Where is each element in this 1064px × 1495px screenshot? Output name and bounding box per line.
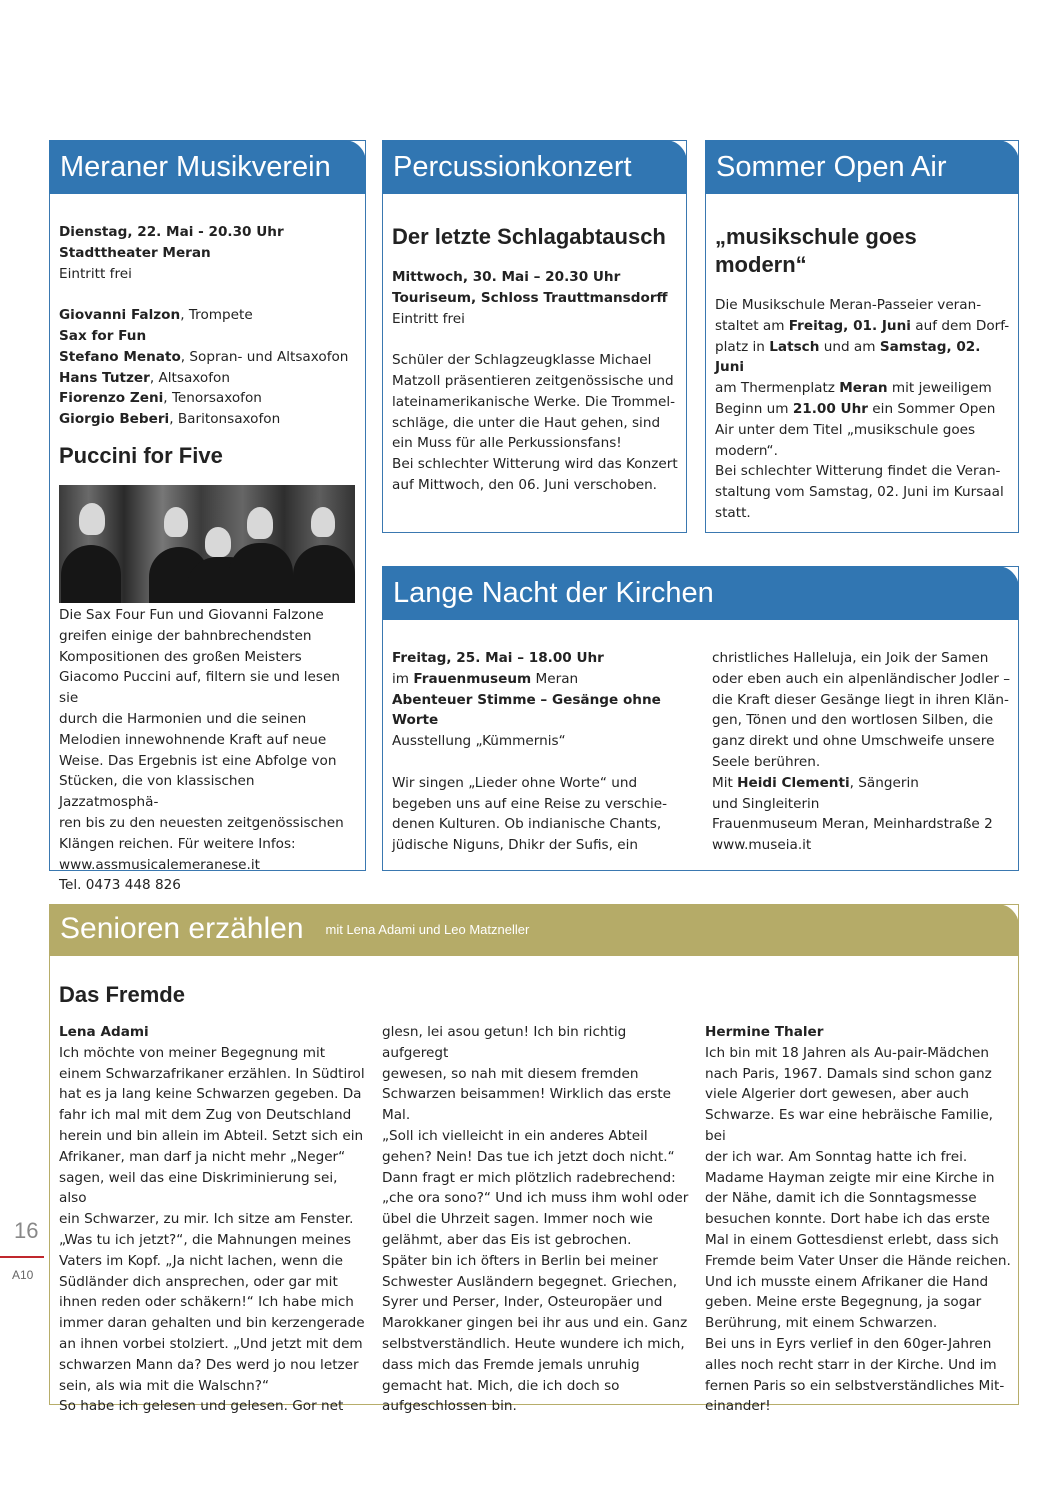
performer: Stefano Menato, Sopran- und Altsaxofon bbox=[59, 348, 349, 365]
text-line: Schwarzen beisammen! Wirklich das erste bbox=[382, 1086, 672, 1103]
text-line: Südländer dich ansprechen, oder gar mit bbox=[59, 1273, 338, 1290]
text-line: Wir singen „Lieder ohne Worte“ und bbox=[392, 774, 638, 791]
senioren-box bbox=[49, 904, 1019, 1415]
senioren-subtitle: mit Lena Adami und Leo Matzneller bbox=[325, 922, 530, 938]
text-line: begeben uns auf eine Reise zu verschie- bbox=[392, 795, 668, 812]
text-line: Tel. 0473 448 826 bbox=[59, 877, 181, 894]
musikverein-entry: Eintritt frei bbox=[59, 265, 132, 282]
col3-author: Hermine Thaler bbox=[705, 1024, 824, 1040]
text-line: alles noch recht starr in der Kirche. Und im bbox=[705, 1356, 997, 1373]
text-line: Bei schlechter Witterung wird das Konzert bbox=[392, 456, 678, 473]
text-line: lateinamerikanische Werke. Die Trommel- bbox=[392, 393, 676, 410]
senioren-heading: Das Fremde bbox=[59, 982, 185, 1007]
text-line: Ich bin mit 18 Jahren als Au-pair-Mädchen bbox=[705, 1044, 990, 1061]
text-line: Bei uns in Eyrs verlief in den 60ger-Jahren bbox=[705, 1335, 992, 1352]
text-line: ren bis zu den neuesten zeitgenössischen bbox=[59, 814, 344, 831]
text-line: herein und bin allein im Abteil. Setzt sich ein bbox=[59, 1127, 364, 1144]
band-photo bbox=[59, 485, 355, 603]
text-line: Fremde beim Vater Unser die Hände reichen. bbox=[705, 1252, 1011, 1269]
text-line: Weise. Das Ergebnis ist eine Abfolge von bbox=[59, 752, 337, 769]
percussion-venue: Touriseum, Schloss Trauttmansdorff bbox=[392, 289, 668, 306]
text-line: ein Muss für alle Perkussionsfans! bbox=[392, 435, 622, 452]
openair-box bbox=[705, 140, 1019, 533]
text-line: „Soll ich vielleicht in ein anderes Abteil bbox=[382, 1127, 648, 1144]
kirchen-event-2: Worte bbox=[392, 712, 439, 729]
text-line: übel die Uhrzeit sagen. Immer noch wie bbox=[382, 1211, 653, 1228]
performer: Hans Tutzer, Altsaxofon bbox=[59, 369, 230, 386]
text-line: So habe ich gelesen und gelesen. Gor net bbox=[59, 1398, 344, 1415]
text-line: Dann fragt er mich plötzlich radebrechend: bbox=[382, 1169, 676, 1186]
percussion-box bbox=[382, 140, 687, 533]
text-line: Die Sax Four Fun und Giovanni Falzone bbox=[59, 607, 324, 623]
text-line: Mal in einem Gottesdienst erlebt, dass sich bbox=[705, 1231, 999, 1248]
text-line: an ihnen vorbei stolziert. „Und jetzt mit dem bbox=[59, 1335, 363, 1352]
text-line: Kompositionen des großen Meisters bbox=[59, 648, 302, 665]
col2-text bbox=[382, 1022, 692, 1417]
text-line: die Kraft dieser Gesänge liegt in ihren Klän- bbox=[712, 691, 1009, 708]
performer: Giorgio Beberi, Baritonsaxofon bbox=[59, 411, 281, 428]
text-line: immer daran gehalten und bin kerzengerade bbox=[59, 1315, 365, 1332]
performer: Sax for Fun bbox=[59, 327, 147, 344]
text-line: durch die Harmonien und die seinen bbox=[59, 710, 307, 727]
text-line: schläge, die unter die Haut gehen, sind bbox=[392, 414, 661, 431]
text-line: oder eben auch ein alpenländischer Jodler – bbox=[712, 670, 1011, 687]
performer-list bbox=[59, 305, 357, 430]
kirchen-with: Mit Heidi Clementi, Sängerin bbox=[712, 774, 919, 791]
puccini-subtitle: Puccini for Five bbox=[59, 442, 223, 468]
text-line: der ich war. Am Sonntag hatte ich frei. bbox=[705, 1148, 968, 1165]
text-line: ein Schwarzer, zu mir. Ich sitze am Fenster. bbox=[59, 1211, 354, 1228]
percussion-entry: Eintritt frei bbox=[392, 310, 465, 327]
page-number: 16 bbox=[14, 1218, 39, 1243]
text-line: Mal. bbox=[382, 1107, 411, 1124]
text-line: Giacomo Puccini auf, filtern sie und lesen sie bbox=[59, 669, 340, 707]
senioren-title: Senioren erzählen bbox=[60, 912, 304, 945]
col3-text bbox=[705, 1043, 1015, 1417]
text-line: gelähmt, aber das Eis ist gebrochen. bbox=[382, 1231, 632, 1248]
text-line: Stücken, die von klassischen Jazzatmosphä- bbox=[59, 773, 255, 811]
text-line: jüdische Niguns, Dhikr der Sufis, ein bbox=[392, 837, 639, 854]
text-line: einem Schwarzafrikaner erzählen. In Südtirol bbox=[59, 1065, 365, 1082]
col1-text bbox=[59, 1043, 369, 1417]
text-line: sein, als wia mit die Walschn?“ bbox=[59, 1377, 270, 1394]
musikverein-date: Dienstag, 22. Mai - 20.30 Uhr bbox=[59, 224, 284, 240]
text-line: „che ora sono?“ Und ich muss ihm wohl oder bbox=[382, 1190, 689, 1207]
text-line: Melodien innewohnende Kraft auf neue bbox=[59, 731, 327, 748]
text-line: gemacht hat. Mich, die ich doch so bbox=[382, 1377, 620, 1394]
text-line: aufgeschlossen bin. bbox=[382, 1398, 517, 1415]
text-line: Ich möchte von meiner Begegnung mit bbox=[59, 1044, 326, 1061]
senioren-header bbox=[49, 904, 1019, 956]
text-line: Marokkaner gingen bei ihr aus und ein. Ganz bbox=[382, 1315, 688, 1332]
page-marker-line bbox=[0, 1256, 44, 1258]
kirchen-box bbox=[382, 566, 1019, 871]
text-line: gewesen, so nah mit diesem fremden bbox=[382, 1065, 639, 1082]
performer: Giovanni Falzon, Trompete bbox=[59, 307, 253, 324]
kirchen-address: Frauenmuseum Meran, Meinhardstraße 2 bbox=[712, 816, 993, 833]
kirchen-exhibition: Ausstellung „Kümmernis“ bbox=[392, 733, 566, 750]
text-line: dass mich das Fremde jemals unruhig bbox=[382, 1356, 640, 1373]
kirchen-title: Lange Nacht der Kirchen bbox=[382, 566, 1019, 620]
text-line: hat es ja lang keine Schwarzen gegeben. Da bbox=[59, 1086, 362, 1103]
text-line: Madame Hayman zeigte mir eine Kirche in bbox=[705, 1169, 995, 1186]
text-line: selbstverständlich. Heute wundere ich mich, bbox=[382, 1335, 685, 1352]
text-line: Schüler der Schlagzeugklasse Michael bbox=[392, 352, 652, 369]
text-line: christliches Halleluja, ein Joik der Samen bbox=[712, 650, 989, 666]
puccini-description bbox=[59, 605, 357, 896]
text-line: www.assmusicalemeranese.it bbox=[59, 856, 260, 873]
text-line: Schwester Ausländern begegnet. Griechen, bbox=[382, 1273, 678, 1290]
kirchen-role: und Singleiterin bbox=[712, 795, 820, 812]
openair-subtitle-2: modern“ bbox=[715, 252, 807, 277]
performer: Fiorenzo Zeni, Tenorsaxofon bbox=[59, 390, 262, 407]
musikverein-title: Meraner Musikverein bbox=[49, 140, 366, 194]
text-line: Später bin ich öfters in Berlin bei meiner bbox=[382, 1252, 658, 1269]
percussion-date: Mittwoch, 30. Mai – 20.30 Uhr bbox=[392, 269, 621, 285]
text-line: gen, Tönen und den wortlosen Silben, die bbox=[712, 712, 994, 729]
text-line: Seele berühren. bbox=[712, 753, 821, 770]
percussion-description bbox=[392, 350, 678, 496]
kirchen-description-right bbox=[712, 648, 1012, 773]
text-line: „Was tu ich jetzt?“, die Mahnungen meines bbox=[59, 1231, 351, 1248]
col1-author: Lena Adami bbox=[59, 1024, 149, 1040]
percussion-title: Percussionkonzert bbox=[382, 140, 687, 194]
text-line: geben. Meine erste Begegnung, ja sogar bbox=[705, 1294, 982, 1311]
musikverein-box bbox=[49, 140, 366, 894]
openair-description: Die Musikschule Meran-Passeier veran- staltet am Freitag, 01. Juni auf dem Dorf- platz in Latsch und am Samstag, 02. Juni am Thermenplatz Meran mit jeweiligem Beginn um 21.00 Uhr ein Sommer Open Air unter dem Titel „musikschule goes modern“. Bei schlechter Witterung findet die Veran- staltung vom Samstag, 02. Juni im Kursaal statt. bbox=[715, 297, 1010, 521]
text-line: der Nähe, damit ich die Sonntagsmesse bbox=[705, 1190, 977, 1207]
kirchen-venue: im Frauenmuseum Meran bbox=[392, 670, 579, 687]
text-line: einander! bbox=[705, 1398, 771, 1415]
text-line: Und ich musste einem Afrikaner die Hand bbox=[705, 1273, 989, 1290]
text-line: Vaters im Kopf. „Ja nicht lachen, wenn die bbox=[59, 1252, 343, 1269]
text-line: ganz direkt und ohne Umschweife unsere bbox=[712, 733, 995, 750]
text-line: Afrikaner, man darf ja nicht mehr „Neger“ bbox=[59, 1148, 346, 1165]
text-line: viele Algerier dort gewesen, aber auch bbox=[705, 1086, 969, 1103]
kirchen-event-1: Abenteuer Stimme – Gesänge ohne bbox=[392, 691, 661, 708]
text-line: Matzoll präsentieren zeitgenössische und bbox=[392, 372, 674, 389]
text-line: nach Paris, 1967. Damals sind schon ganz bbox=[705, 1065, 992, 1082]
text-line: Schwarze. Es war eine hebräische Familie, bei bbox=[705, 1107, 994, 1144]
text-line: glesn, lei asou getun! Ich bin richtig aufgeregt bbox=[382, 1024, 627, 1061]
percussion-subtitle: Der letzte Schlagabtausch bbox=[392, 224, 666, 249]
text-line: schwarzen Mann da? Des werd jo nou letzer bbox=[59, 1356, 359, 1373]
text-line: fahr ich mal mit dem Zug von Deutschland bbox=[59, 1107, 352, 1124]
text-line: auf Mittwoch, den 06. Juni verschoben. bbox=[392, 476, 658, 493]
text-line: Klängen reichen. Für weitere Infos: bbox=[59, 835, 296, 852]
kirchen-web: www.museia.it bbox=[712, 837, 812, 854]
page-code: A10 bbox=[12, 1268, 34, 1282]
text-line: greifen einige der bahnbrechendsten bbox=[59, 627, 312, 644]
text-line: gehen? Nein! Das tue ich jetzt doch nicht.“ bbox=[382, 1148, 675, 1165]
text-line: fernen Paris so ein selbstverständliches Mit- bbox=[705, 1377, 1005, 1394]
text-line: ihnen reden oder schäkern!“ Ich habe mich bbox=[59, 1294, 354, 1311]
openair-subtitle-1: „musikschule goes bbox=[715, 224, 917, 249]
kirchen-description-left bbox=[392, 773, 692, 856]
text-line: besuchen konnte. Dort habe ich das erste bbox=[705, 1211, 990, 1228]
musikverein-venue: Stadttheater Meran bbox=[59, 244, 211, 261]
openair-title: Sommer Open Air bbox=[705, 140, 1019, 194]
text-line: denen Kulturen. Ob indianische Chants, bbox=[392, 816, 662, 833]
text-line: Berührung, mit einem Schwarzen. bbox=[705, 1315, 938, 1332]
text-line: Syrer und Perser, Inder, Osteuropäer und bbox=[382, 1294, 663, 1311]
kirchen-date: Freitag, 25. Mai – 18.00 Uhr bbox=[392, 650, 604, 666]
text-line: sagen, weil das eine Diskriminierung sei, also bbox=[59, 1169, 338, 1207]
